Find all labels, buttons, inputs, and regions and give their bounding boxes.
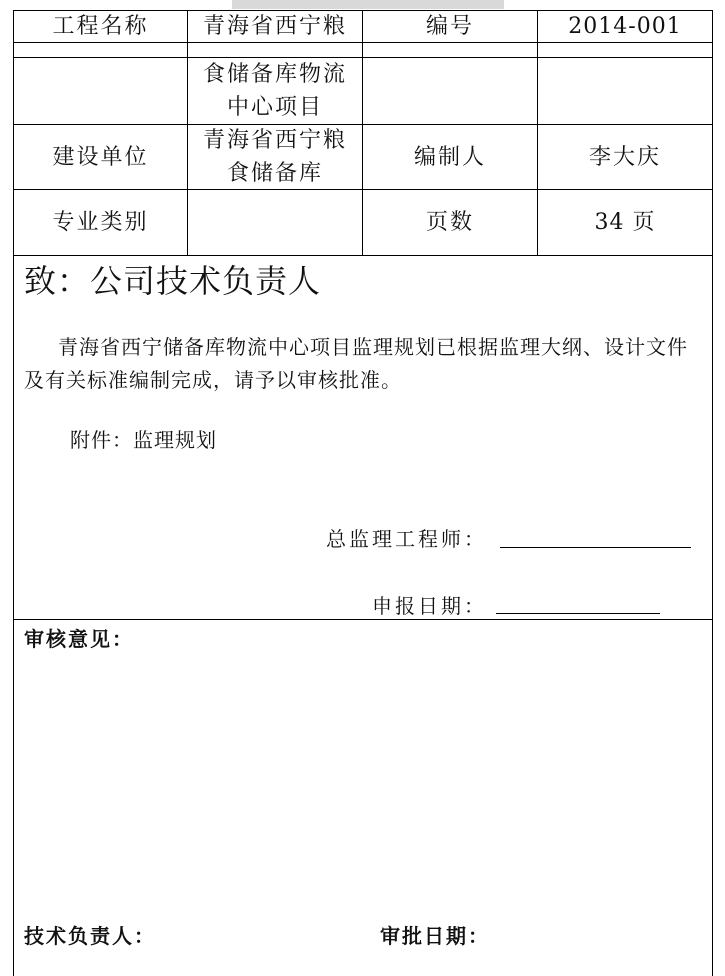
chief-engineer-signature-line: [500, 547, 691, 548]
compiler-label: 编制人: [413, 144, 486, 170]
review-opinion-label: 审核意见：: [24, 627, 134, 651]
letter-body: 青海省西宁储备库物流中心项目监理规划已根据监理大纲、设计文件及有关标准编制完成，请予以审核批准。: [24, 335, 688, 392]
approval-date-label: 审批日期：: [380, 924, 490, 948]
number-label: 编号: [425, 14, 474, 39]
top-gray-strip: [232, 0, 504, 9]
tech-lead-label: 技术负责人：: [24, 924, 156, 948]
project-name-line3: 中心项目: [226, 95, 323, 120]
project-name-label: 工程名称: [52, 14, 149, 39]
pages-value: 34 页: [594, 210, 656, 235]
builder-line1: 青海省西宁粮: [202, 128, 347, 153]
compiler-value: 李大庆: [588, 144, 661, 170]
specialty-value: [188, 190, 362, 255]
builder-label: 建设单位: [52, 144, 149, 170]
report-date-line: [496, 613, 660, 614]
project-name-line2: 食储备库物流: [202, 62, 347, 87]
pages-label: 页数: [425, 210, 474, 235]
report-date-label: 申报日期：: [372, 594, 487, 618]
number-value: 2014-001: [568, 14, 682, 39]
letter-title: 致：公司技术负责人: [24, 262, 322, 300]
builder-value: [188, 125, 362, 189]
project-name-continued: [188, 58, 362, 124]
attachment-note: 附件：监理规划: [70, 428, 217, 452]
specialty-label: 专业类别: [52, 210, 149, 235]
chief-engineer-label: 总监理工程师：: [326, 527, 487, 551]
table-rule: [13, 619, 712, 620]
table-rule: [712, 10, 713, 976]
builder-line2: 食储备库: [226, 161, 323, 186]
project-name-value: 青海省西宁粮: [202, 14, 347, 39]
